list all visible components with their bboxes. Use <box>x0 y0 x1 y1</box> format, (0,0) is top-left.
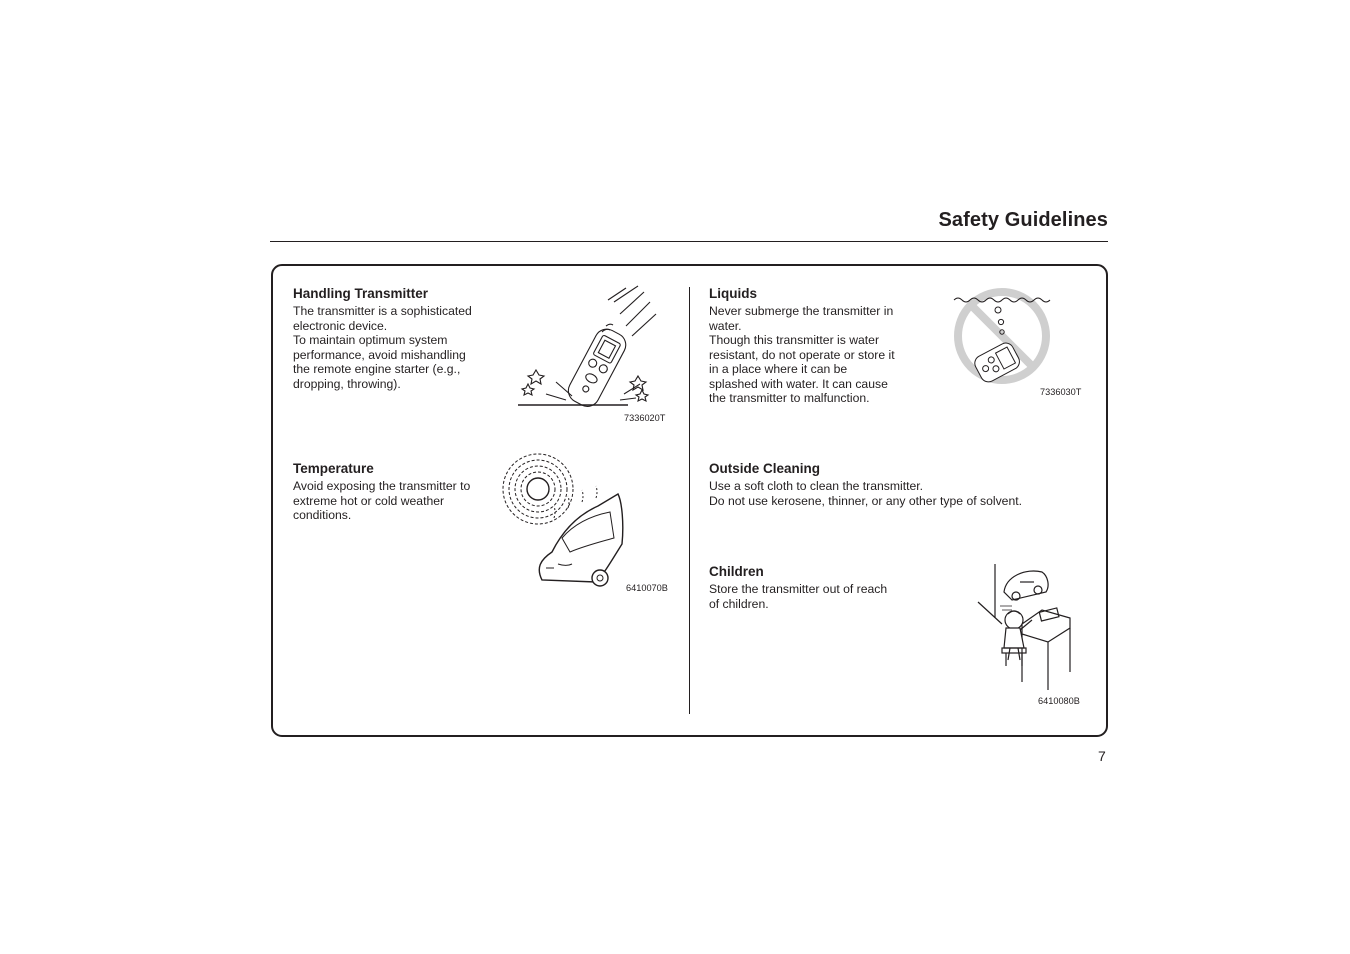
cleaning-text <box>709 479 1022 508</box>
cleaning-line: Use a soft cloth to clean the transmitter. <box>709 479 924 493</box>
handling-figure-code: 7336020T <box>624 413 666 423</box>
title-rule <box>270 241 1108 242</box>
liquids-text <box>709 304 895 406</box>
liquids-heading: Liquids <box>709 286 757 301</box>
liquids-line: Never submerge the transmitter in <box>709 304 894 318</box>
liquids-line: in a place where it can be <box>709 362 848 376</box>
sun-over-car-illustration <box>498 464 632 592</box>
cleaning-heading: Outside Cleaning <box>709 461 821 476</box>
temperature-line: Avoid exposing the transmitter to <box>293 479 471 493</box>
temperature-heading: Temperature <box>293 461 374 476</box>
cleaning-line: Do not use kerosene, thinner, or any other type of solvent. <box>709 493 1023 508</box>
handling-text <box>293 304 472 391</box>
column-divider <box>689 287 690 714</box>
child-reaching-illustration <box>976 562 1076 694</box>
children-text <box>709 582 887 611</box>
liquids-line: water. <box>709 318 742 333</box>
temperature-line: conditions. <box>293 508 352 522</box>
dropped-transmitter-illustration <box>516 284 676 412</box>
handling-line: To maintain optimum system <box>293 333 448 347</box>
handling-line: the remote engine starter (e.g., <box>293 362 461 376</box>
handling-line: electronic device. <box>293 318 388 333</box>
handling-heading: Handling Transmitter <box>293 286 429 301</box>
children-line: Store the transmitter out of reach <box>709 582 888 596</box>
temperature-line: extreme hot or cold weather <box>293 493 445 508</box>
temperature-figure-code: 6410070B <box>626 583 668 593</box>
liquids-line: resistant, do not operate or store it <box>709 347 895 362</box>
liquids-line: splashed with water. It can cause <box>709 376 888 391</box>
liquids-figure-code: 7336030T <box>1040 387 1082 397</box>
temperature-text <box>293 479 470 523</box>
page-number: 7 <box>1098 748 1106 764</box>
children-figure-code: 6410080B <box>1038 696 1080 706</box>
handling-line: The transmitter is a sophisticated <box>293 304 472 318</box>
handling-line: dropping, throwing). <box>293 376 401 391</box>
page-title: Safety Guidelines <box>938 209 1108 231</box>
children-heading: Children <box>709 564 764 579</box>
handling-line: performance, avoid mishandling <box>293 347 466 362</box>
liquids-line: the transmitter to malfunction. <box>709 391 870 405</box>
liquids-line: Though this transmitter is water <box>709 333 880 347</box>
no-submerge-illustration <box>950 284 1054 388</box>
children-line: of children. <box>709 596 769 611</box>
